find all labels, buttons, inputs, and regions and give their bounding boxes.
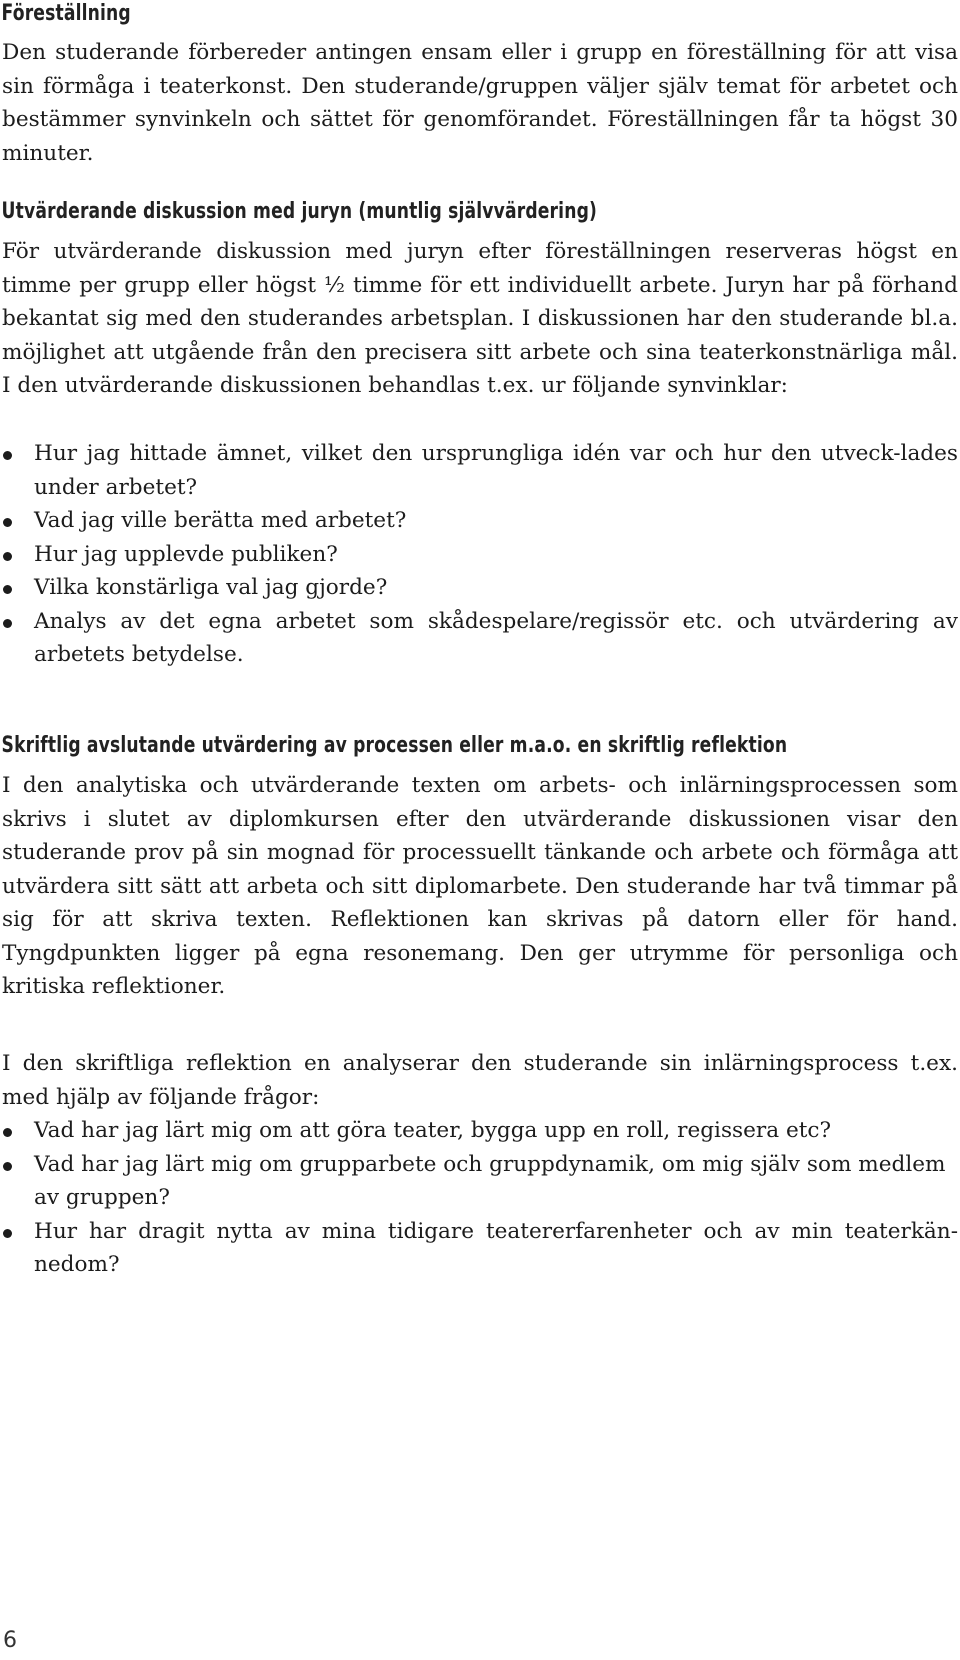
section-paragraph-utvarderande-diskussion: För utvärderande diskussion med juryn efter föreställningen reserveras högst en timme per grupp eller högst ½ timme för ett individuellt arbete. Juryn har på förhand bekantat sig med den studerandes arbetsplan. I diskussionen har den studerande bl.a. möjlighet att utgående från den precisera sitt arbete och sina teaterkonstnärliga mål. I den utvärderande diskussionen behandlas t.ex. ur följande synvinklar:	[2, 239, 958, 398]
list-item-text: Analys av det egna arbetet som skådespelare/regissör etc. och utvärdering av arbetets betydelse.	[34, 608, 958, 667]
bullet-icon	[3, 619, 12, 628]
list-item	[0, 504, 958, 538]
section-heading-forestallning: Föreställning	[1, 1, 131, 26]
list-item-text: Vad jag ville berätta med arbetet?	[34, 508, 407, 533]
bullet-icon	[3, 1128, 12, 1137]
list-item-text: Vad har jag lärt mig om att göra teater, bygga upp en roll, regissera etc?	[34, 1118, 832, 1143]
bullet-list-synvinklar	[0, 437, 958, 672]
list-item	[0, 571, 958, 605]
list-item	[0, 605, 958, 672]
bullet-icon	[3, 1229, 12, 1238]
list-item-text: Hur jag upplevde publiken?	[34, 541, 338, 567]
list-item	[0, 437, 958, 504]
bullet-icon	[3, 585, 12, 594]
bullet-icon	[3, 451, 12, 460]
section-heading-utvarderande-diskussion: Utvärderande diskussion med juryn (muntlig självvärdering)	[1, 199, 598, 224]
list-item-text: Hur har dragit nytta av mina tidigare teatererfarenheter och av min teaterkän-nedom?	[34, 1218, 958, 1277]
bullet-icon	[3, 1162, 12, 1171]
bullet-icon	[3, 518, 12, 527]
list-item-text: Vad har jag lärt mig om grupparbete och gruppdynamik, om mig själv som medlem av gruppen?	[34, 1151, 946, 1210]
section-paragraph-skriftlig-utvardering: I den analytiska och utvärderande texten om arbets- och inlärningsprocessen som skrivs i slutet av diplomkursen efter den utvärderande diskussionen visar den studerande prov på sin mognad för processuellt tänkande och arbete och förmåga att utvärdera sitt sätt att arbeta och sitt diplomarbete. Den studerande har två timmar på sig för att skriva texten. Reflektionen kan skrivas på datorn eller för hand. Tyngdpunkten ligger på egna resonemang. Den ger utrymme för personliga och kritiska reflektioner.	[2, 773, 958, 999]
list-item-text: Hur jag hittade ämnet, vilket den ursprungliga idén var och hur den utveck-lades under arbetet?	[34, 441, 958, 500]
list-item	[0, 1114, 958, 1148]
section-paragraph-forestallning: Den studerande förbereder antingen ensam eller i grupp en föreställning för att visa sin förmåga i teaterkonst. Den studerande/gruppen väljer själv temat för arbetet och bestämmer synvinkeln och sättet för genomförandet. Föreställningen får ta högst 30 minuter.	[2, 40, 958, 166]
list-item	[0, 538, 958, 572]
section-paragraph-skriftlig-reflektion: I den skriftliga reflektion en analyserar den studerande sin inlärningsprocess t.ex. med hjälp av följande frågor:	[2, 1051, 958, 1110]
page-number: 6	[3, 1628, 17, 1653]
bullet-icon	[3, 552, 12, 561]
bullet-list-fragor	[0, 1114, 958, 1282]
list-item-text: Vilka konstärliga val jag gjorde?	[34, 575, 388, 600]
list-item	[0, 1215, 958, 1282]
section-heading-skriftlig-utvardering: Skriftlig avslutande utvärdering av processen eller m.a.o. en skriftlig reflektion	[1, 733, 788, 758]
list-item	[0, 1148, 958, 1215]
